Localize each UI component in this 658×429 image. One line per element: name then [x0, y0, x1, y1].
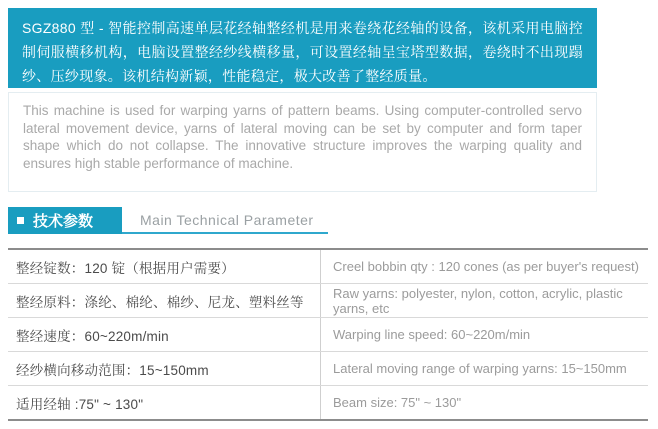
param-cell-en: Lateral moving range of warping yarns: 15~150mm	[320, 352, 648, 385]
intro-chinese-panel: SGZ880 型 - 智能控制高速单层花经轴整经机是用来卷绕花经轴的设备，该机采用电脑控制伺服横移机构，电脑设置整经纱线横移量，可设置经轴呈宝塔型数据，卷绕时不出现蹋纱、压纱现象。该机结构新颖，性能稳定，极大改善了整经质量。	[8, 8, 597, 88]
table-row	[8, 284, 648, 318]
section-title-cn: 技术参数	[33, 213, 94, 230]
param-cell-cn: 经纱横向移动范围：15~150mm	[16, 362, 209, 378]
table-row	[8, 386, 648, 419]
param-cell-en: Warping line speed: 60~220m/min	[320, 318, 648, 351]
section-underline	[122, 232, 328, 234]
table-row	[8, 352, 648, 386]
param-cell-en: Creel bobbin qty : 120 cones (as per buyer's request)	[320, 250, 648, 283]
section-header	[8, 207, 648, 234]
table-row	[8, 250, 648, 284]
param-cell-cn: 适用经轴 :75" ~ 130"	[16, 396, 144, 412]
param-cell-cn: 整经速度：60~220m/min	[16, 328, 169, 344]
param-cell-en: Beam size: 75" ~ 130"	[320, 386, 648, 419]
intro-english-panel: This machine is used for warping yarns of pattern beams. Using computer-controlled servo lateral movement device, yarns of lateral moving can be set by computer and form taper shape which do not collapse. The innovative structure improves the warping quality and ensures high stable performance of machine.	[8, 92, 597, 192]
param-cell-cn: 整经原料：涤纶、棉纶、棉纱、尼龙、塑料丝等	[16, 294, 304, 310]
parameters-table	[8, 248, 648, 421]
section-title-cn-tab	[8, 207, 122, 234]
square-bullet-icon	[17, 217, 24, 224]
param-cell-cn: 整经锭数：120 锭（根据用户需要）	[16, 260, 235, 276]
section-title-en: Main Technical Parameter	[140, 212, 314, 228]
table-row	[8, 318, 648, 352]
param-cell-en: Raw yarns: polyester, nylon, cotton, acrylic, plastic yarns, etc	[320, 284, 648, 317]
